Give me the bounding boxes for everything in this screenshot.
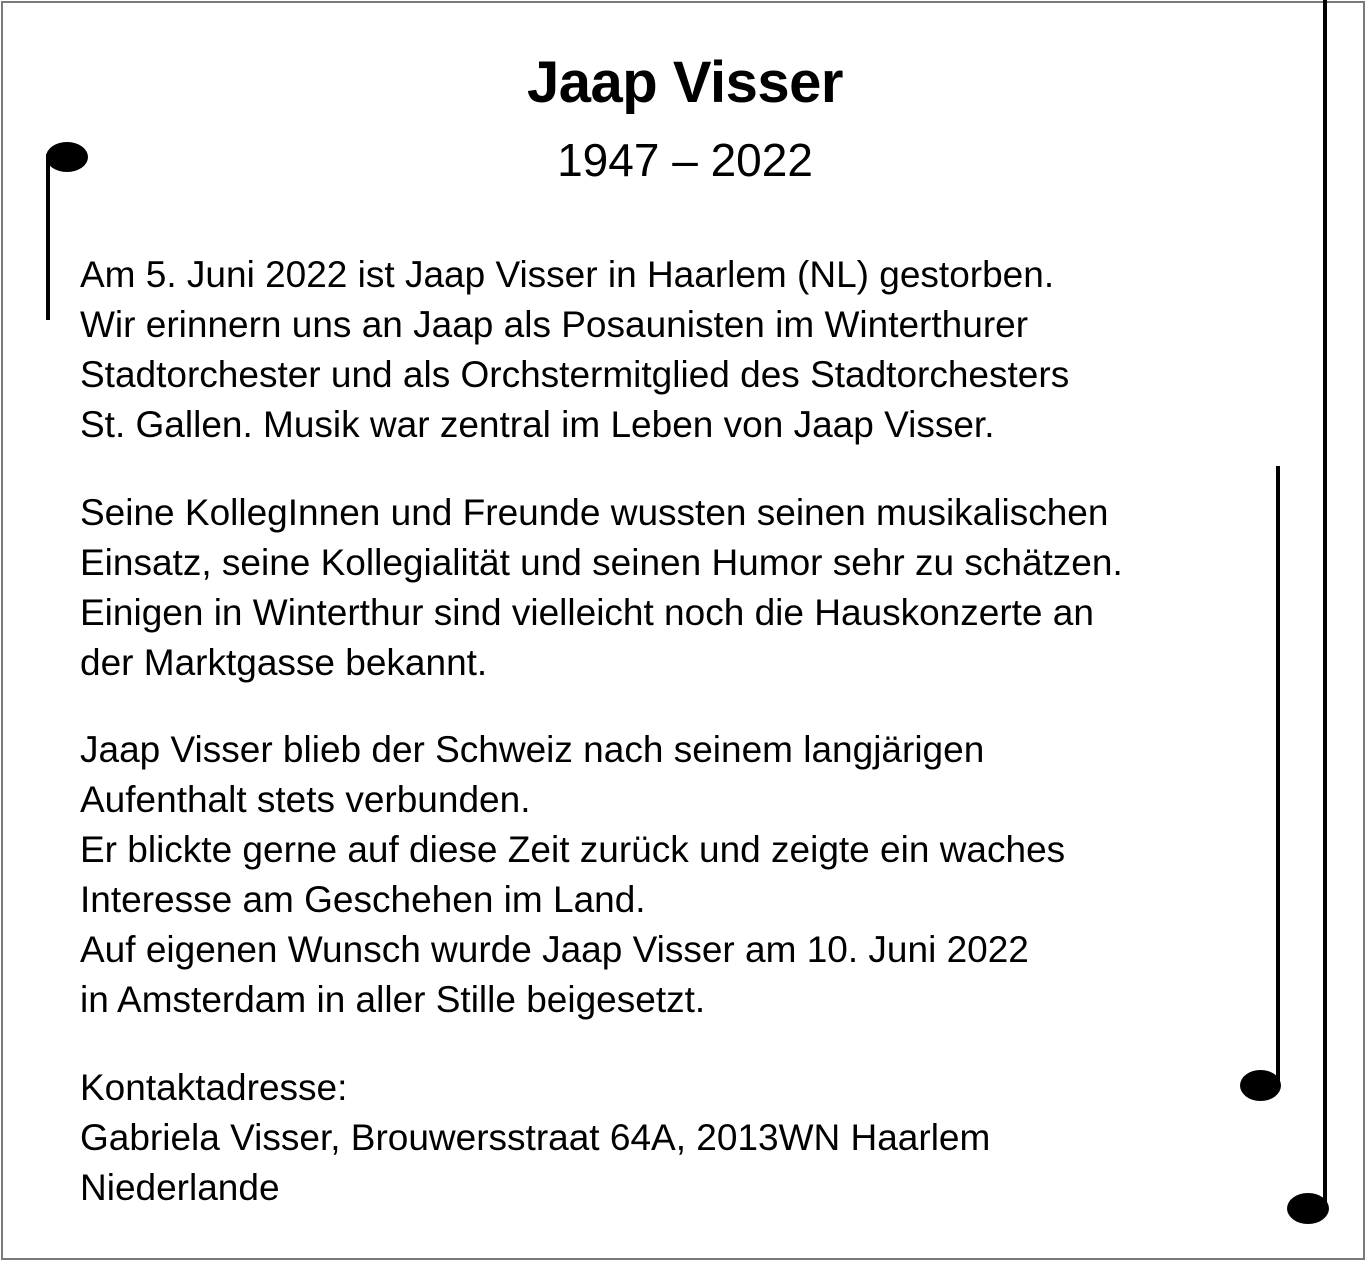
text-line: Einigen in Winterthur sind vielleicht noch die Hauskonzerte an bbox=[80, 592, 1094, 633]
contact-block bbox=[80, 1063, 1280, 1213]
note-head bbox=[1287, 1193, 1329, 1224]
text-line: Aufenthalt stets verbunden. bbox=[80, 779, 531, 820]
paragraph-death-notice bbox=[80, 250, 1280, 450]
text-line: Wir erinnern uns an Jaap als Posaunisten im Winterthurer bbox=[80, 304, 1029, 345]
text-line: Er blickte gerne auf diese Zeit zurück und zeigte ein waches bbox=[80, 829, 1066, 870]
life-dates: 1947 – 2022 bbox=[557, 134, 813, 186]
deceased-name: Jaap Visser bbox=[527, 50, 843, 115]
contact-country: Niederlande bbox=[80, 1167, 280, 1208]
text-line: Stadtorchester und als Orchstermitglied des Stadtorchesters bbox=[80, 354, 1070, 395]
contact-address: Gabriela Visser, Brouwersstraat 64A, 2013WN Haarlem bbox=[80, 1117, 991, 1158]
text-line: Am 5. Juni 2022 ist Jaap Visser in Haarlem (NL) gestorben. bbox=[80, 254, 1055, 295]
text-line: Seine KollegInnen und Freunde wussten seinen musikalischen bbox=[80, 492, 1109, 533]
paragraph-switzerland bbox=[80, 725, 1280, 1025]
text-line: in Amsterdam in aller Stille beigesetzt. bbox=[80, 979, 706, 1020]
text-line: Einsatz, seine Kollegialität und seinen Humor sehr zu schätzen. bbox=[80, 542, 1123, 583]
text-line: der Marktgasse bekannt. bbox=[80, 642, 488, 683]
text-line: St. Gallen. Musik war zentral im Leben von Jaap Visser. bbox=[80, 404, 995, 445]
text-line: Auf eigenen Wunsch wurde Jaap Visser am 10. Juni 2022 bbox=[80, 929, 1029, 970]
text-line: Jaap Visser blieb der Schweiz nach seinem langjärigen bbox=[80, 729, 985, 770]
text-line: Interesse am Geschehen im Land. bbox=[80, 879, 646, 920]
paragraph-colleagues bbox=[80, 488, 1280, 688]
contact-heading: Kontaktadresse: bbox=[80, 1067, 348, 1108]
